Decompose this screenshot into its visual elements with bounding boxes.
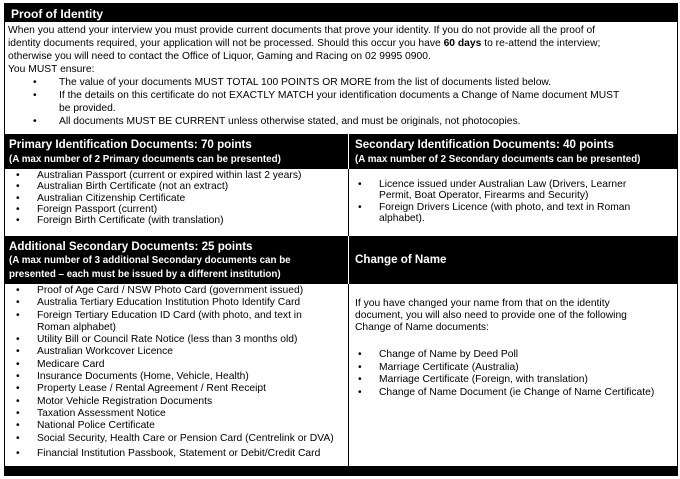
- footer-bar: [4, 466, 678, 476]
- list-item-line: alphabet).: [379, 212, 425, 224]
- change-of-name-intro-1: If you have changed your name from that on the identity: [355, 298, 610, 309]
- list-item-continuation: Roman alphabet): [37, 321, 116, 333]
- intro-line-2-a: identity documents required, your application will not be processed. Should this occur you have: [8, 38, 444, 49]
- list-item: • Change of Name by Deed Poll: [349, 349, 654, 362]
- list-item: • Financial Institution Passbook, Statement or Debit/Credit Card: [7, 448, 334, 460]
- additional-subtitle-2: presented – each must be issued by a different institution): [9, 269, 281, 280]
- additional-list: [7, 285, 334, 460]
- intro-line-2-b: to re-attend the interview;: [481, 38, 601, 49]
- change-of-name-list: [349, 349, 654, 399]
- change-of-name-header: [349, 236, 678, 284]
- column-divider-top: [348, 169, 349, 236]
- list-item-line: Foreign Drivers Licence (with photo, and text in Roman: [379, 201, 631, 213]
- list-item: [349, 202, 630, 225]
- list-item-line: Licence issued under Australian Law (Drivers, Learner: [379, 179, 627, 190]
- days-highlight: 60 days: [443, 38, 482, 49]
- secondary-list: [349, 179, 630, 224]
- list-item: • Proof of Age Card / NSW Photo Card (government issued): [7, 285, 334, 297]
- change-of-name-intro-2: document, you will also need to provide one of the following: [355, 310, 627, 321]
- primary-title: Primary Identification Documents: 70 points: [9, 138, 252, 151]
- list-item: • Utility Bill or Council Rate Notice (less than 3 months old): [7, 334, 334, 346]
- list-item: • Australian Birth Certificate (not an extract): [7, 181, 301, 192]
- ensure-item-1: The value of your documents MUST TOTAL 100 POINTS OR MORE from the list of documents listed below.: [59, 77, 552, 88]
- ensure-item-2-cont: be provided.: [59, 103, 116, 114]
- list-item: • Social Security, Health Care or Pension Card (Centrelink or DVA): [7, 433, 334, 445]
- intro-line-3: otherwise you will need to contact the Office of Liquor, Gaming and Racing on 02 9995 0900.: [8, 51, 431, 62]
- additional-subtitle-1: (A max number of 3 additional Secondary documents can be: [9, 255, 291, 266]
- list-item: • Australian Workcover Licence: [7, 346, 334, 358]
- ensure-item-2: If the details on this certificate do not EXACTLY MATCH your identification documents a Change of Name document MUST: [59, 90, 620, 101]
- change-of-name-title: Change of Name: [355, 253, 447, 266]
- list-item: • Medicare Card: [7, 359, 334, 371]
- list-item: • Insurance Documents (Home, Vehicle, Health): [7, 371, 334, 383]
- list-item: • Change of Name Document (ie Change of Name Certificate): [349, 387, 654, 400]
- secondary-subtitle: (A max number of 2 Secondary documents can be presented): [355, 154, 641, 165]
- ensure-bullet-1: •: [33, 77, 37, 88]
- must-ensure-label: You MUST ensure:: [8, 64, 95, 75]
- column-divider-bottom: [348, 284, 349, 466]
- list-item: • Taxation Assessment Notice: [7, 408, 334, 420]
- proof-of-identity-header: [4, 3, 678, 22]
- primary-header: [4, 134, 348, 169]
- list-item: • Property Lease / Rental Agreement / Rent Receipt: [7, 383, 334, 395]
- list-item-line: Permit, Boat Operator, Firearms and Security): [379, 190, 589, 202]
- list-item: • Australian Passport (current or expired within last 2 years): [7, 170, 301, 181]
- primary-subtitle: (A max number of 2 Primary documents can be presented): [9, 154, 281, 165]
- list-item: • Foreign Passport (current): [7, 204, 301, 215]
- secondary-title: Secondary Identification Documents: 40 points: [355, 138, 614, 151]
- ensure-item-3: All documents MUST BE CURRENT unless otherwise stated, and must be originals, not photocopies.: [59, 116, 521, 127]
- list-item: • Marriage Certificate (Foreign, with translation): [349, 374, 654, 387]
- primary-list: [7, 170, 301, 226]
- intro-line-2: [8, 37, 600, 50]
- ensure-bullet-3: •: [33, 116, 37, 127]
- list-item: • Australian Citizenship Certificate: [7, 193, 301, 204]
- list-item: • National Police Certificate: [7, 420, 334, 432]
- change-of-name-intro-3: Change of Name documents:: [355, 322, 489, 333]
- additional-title: Additional Secondary Documents: 25 points: [9, 240, 253, 253]
- additional-header: [4, 236, 348, 284]
- intro-line-1: When you attend your interview you must provide current documents that prove your identity. If you do not provide all the proof of: [8, 25, 596, 36]
- list-item: • Foreign Birth Certificate (with translation): [7, 215, 301, 226]
- list-item: • Motor Vehicle Registration Documents: [7, 396, 334, 408]
- list-item: [349, 179, 630, 202]
- list-item: • Australia Tertiary Education Institution Photo Identify Card: [7, 297, 334, 309]
- list-item: • Marriage Certificate (Australia): [349, 362, 654, 375]
- list-item: • Foreign Tertiary Education ID Card (with photo, and text in: [7, 310, 334, 322]
- ensure-bullet-2: •: [33, 90, 37, 101]
- proof-title: Proof of Identity: [11, 7, 103, 21]
- secondary-header: [349, 134, 678, 169]
